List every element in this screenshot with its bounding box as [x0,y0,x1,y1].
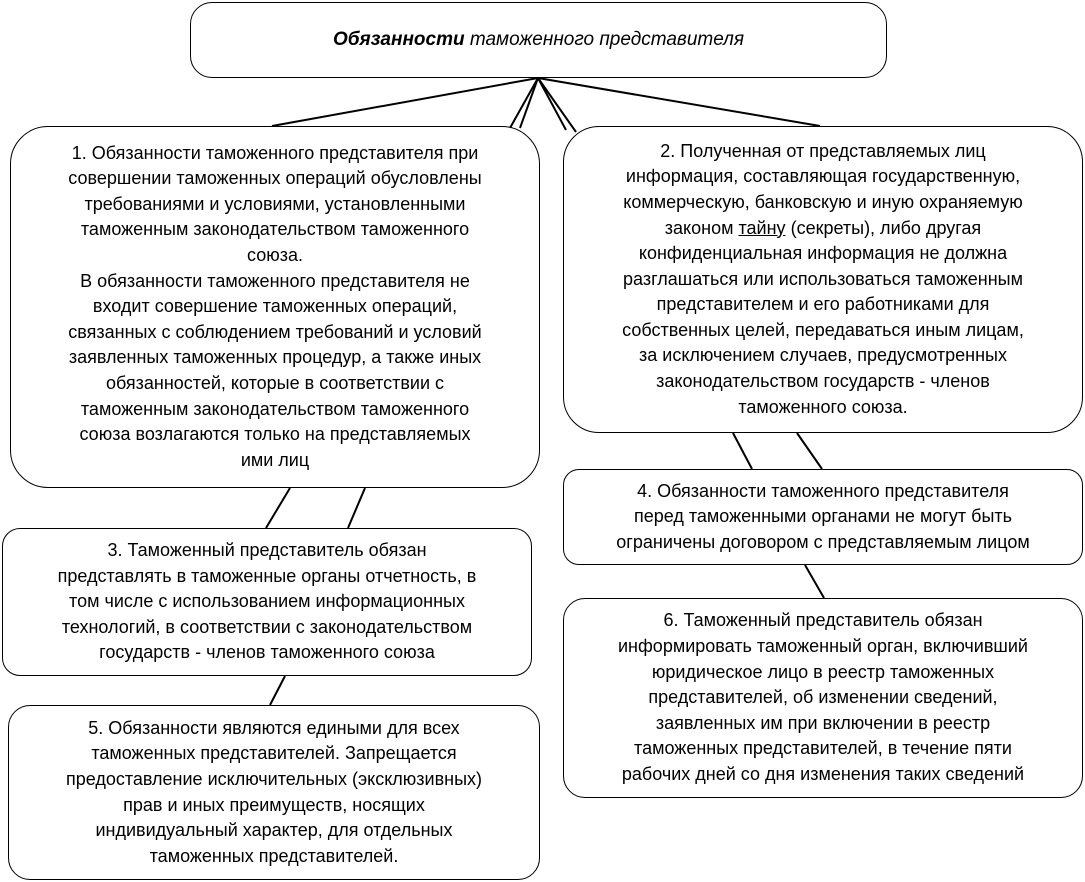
box-2-line: 2. Полученная от представляемых лиц [660,140,986,161]
box-5-line: 5. Обязанности являются едиными для всех [88,717,460,738]
box-2-line: за исключением случаев, предусмотренных [639,345,1007,366]
box-5-uniform-duties [8,705,540,880]
box-6-line: информировать таможенный орган, включивший [618,636,1028,657]
box-1-line: союза. [247,245,303,266]
title-rest: таможенного представителя [469,29,745,51]
box-2-text [622,139,1024,421]
box-1-text [68,141,481,474]
box-2-line: представителем и его работниками для [656,294,990,315]
box-6-line: заявленных им при включении в реестр [655,712,991,733]
box-1-line: требованиями и условиями, установленными [84,193,466,214]
box-5-line: прав и иных преимуществ, носящих [123,794,425,815]
connector-title-to-box1 [272,78,538,126]
box-3-line: представлять в таможенные органы отчетность, в [57,565,477,586]
title-box [190,2,887,78]
box-5-line: таможенных представителей. Запрещается [91,743,457,764]
box-4-line: 4. Обязанности таможенного представителя [637,480,1009,501]
box-5-text [66,716,482,870]
connector-box2-to-box4-a [733,433,752,469]
box-4-line: перед таможенными органами не могут быть [633,506,1013,527]
box-4-text [616,479,1029,556]
box-1-line: связанных с соблюдением требований и условий [68,321,482,342]
connector-box1-to-box3-a [266,488,290,528]
box-2-underlined-word: тайну [738,217,786,238]
box-3-line: том числе с использованием информационных [69,591,465,612]
box-2-confidential-info [563,126,1083,433]
box-6-line: юридическое лицо в реестр таможенных [651,661,995,682]
box-1-line: 1. Обязанности таможенного представителя при [71,142,479,163]
box-5-line: таможенных представителей. [149,845,399,866]
connector-box1-to-box3-b [348,488,365,528]
box-6-text [618,608,1028,787]
connector-title-to-box1-c [520,78,538,128]
box-2-line: законодательством государств - членов [656,371,990,392]
connector-title-to-box2 [538,78,820,126]
box-1-line: совершении таможенных операций обусловлены [68,168,482,189]
box-1-line: В обязанности таможенного представителя не [80,270,470,291]
box-6-line: 6. Таможенный представитель обязан [663,610,983,631]
box-1-line: заявленных таможенных процедур, а также иных [68,347,482,368]
title-text [333,27,744,53]
box-6-line: рабочих дней со дня изменения таких сведений [621,763,1025,784]
box-1-line: обязанностей, которые в соответствии с [105,372,444,393]
box-4-line: ограничены договором с представляемым лицом [616,531,1030,552]
box-2-line4-before: законом [664,217,734,238]
connector-title-to-box1-b [510,78,538,128]
box-3-line: государств - членов таможенного союза [99,642,435,663]
box-2-line4-after: (секреты), либо другая [790,217,982,238]
box-2-line: конфиденциальная информация не должна [638,243,1008,264]
box-2-line: разглашаться или использоваться таможенным [623,268,1023,289]
connector-title-to-box2-b [538,78,566,130]
connector-box4-to-box6 [805,565,824,598]
box-5-line: предоставление исключительных (эксклюзивных) [65,768,483,789]
connector-title-to-box2-c [538,78,576,132]
box-1-line: союза возлагаются только на представляемых [79,424,471,445]
box-6-registry-changes [563,598,1083,798]
box-3-text [58,538,477,666]
box-2-line: коммерческую, банковскую и иную охраняемую [623,191,1023,212]
box-1-line: таможенным законодательством таможенного [80,219,470,240]
box-6-line: таможенных представителей, в течение пяти [634,738,1012,759]
box-2-line [622,216,1024,242]
box-3-line: технологий, в соответствии с законодательством [61,616,473,637]
box-1-duties-scope [10,126,540,488]
box-2-line: таможенного союза. [738,396,908,417]
box-2-line: собственных целей, передаваться иным лицам, [622,319,1024,340]
box-1-line: ими лиц [240,449,310,470]
box-6-line: представителей, об изменении сведений, [648,687,998,708]
connector-box2-to-box4-b [797,433,822,469]
box-5-line: индивидуальный характер, для отдельных [95,820,453,841]
box-3-line: 3. Таможенный представитель обязан [107,540,427,561]
title-bold-word: Обязанности [332,29,465,51]
box-3-reporting [2,528,532,676]
box-2-line: информация, составляющая государственную, [625,166,1021,187]
box-4-contract-limits [563,469,1083,565]
box-1-line: входит совершение таможенных операций, [92,296,458,317]
box-1-line: таможенным законодательством таможенного [80,398,470,419]
connector-box3-to-box5 [270,676,285,705]
